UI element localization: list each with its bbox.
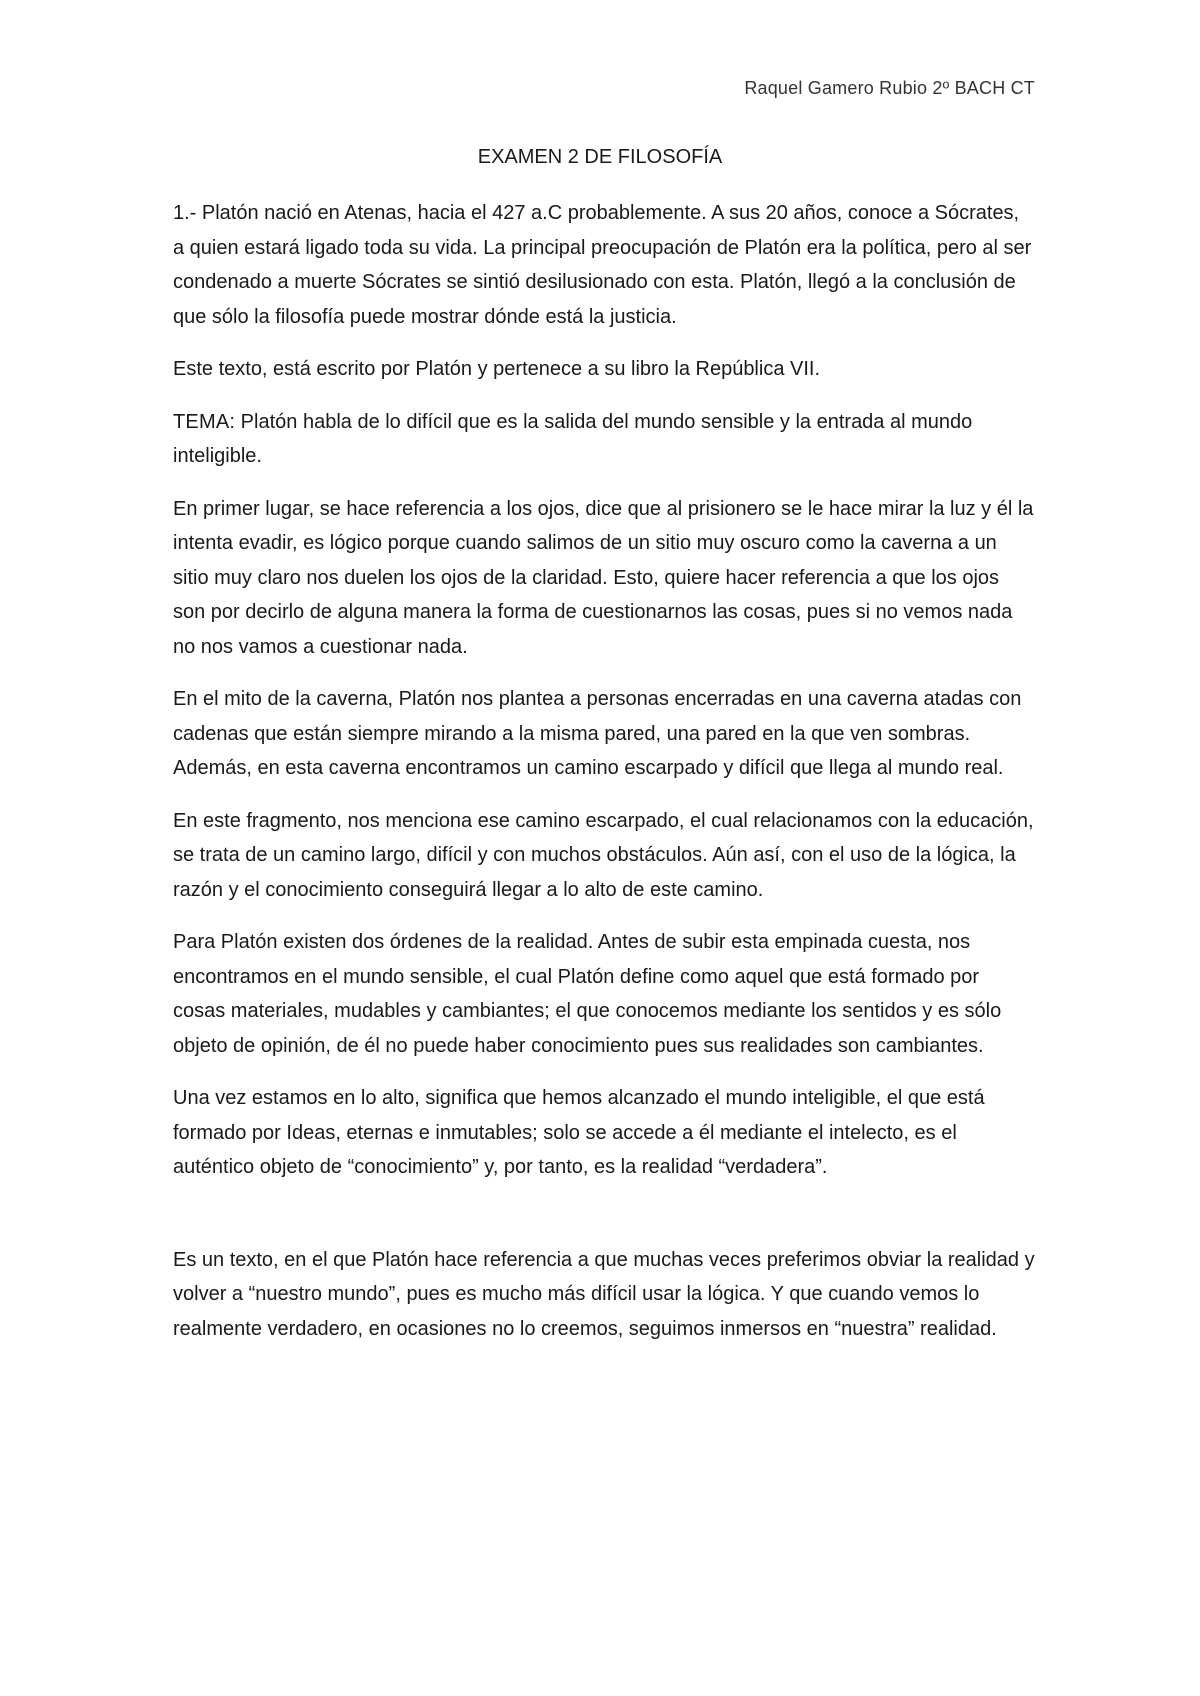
paragraph-sensible-world: Para Platón existen dos órdenes de la realidad. Antes de subir esta empinada cuesta, nos encontramos en el mundo sensible, el cual Platón define como aquel que está formado por cosas materiales, mudables y cambiantes; el que conocemos mediante los sentidos y es sólo objeto de opinión, de él no puede haber conocimiento pues sus realidades son cambiantes. bbox=[173, 931, 1002, 1057]
paragraph-fragment: En este fragmento, nos menciona ese camino escarpado, el cual relacionamos con la educación, se trata de un camino largo, difícil y con muchos obstáculos. Aún así, con el uso de la lógica, la razón y el conocimiento conseguirá llegar a lo alto de este camino. bbox=[173, 809, 1034, 901]
paragraph-source: Este texto, está escrito por Platón y pertenece a su libro la República VII. bbox=[173, 358, 821, 380]
question-number: 1.- bbox=[173, 202, 197, 224]
paragraph-eyes: En primer lugar, se hace referencia a los ojos, dice que al prisionero se le hace mirar la luz y él la intenta evadir, es lógico porque cuando salimos de un sitio muy oscuro como la caverna a un sitio muy claro nos duelen los ojos de la claridad. Esto, quiere hacer referencia a que los ojos son por decirlo de alguna manera la forma de cuestionarnos las cosas, pues si no vemos nada no nos vamos a cuestionar nada. bbox=[173, 497, 1034, 658]
paragraph-theme bbox=[173, 405, 1035, 474]
paragraph-text: Platón habla de lo difícil que es la salida del mundo sensible y la entrada al mundo inteligible. bbox=[173, 410, 973, 467]
document-title: EXAMEN 2 DE FILOSOFÍA bbox=[477, 146, 723, 168]
paragraph-biography bbox=[173, 196, 1035, 334]
paragraph-conclusion: Es un texto, en el que Platón hace referencia a que muchas veces preferimos obviar la realidad y volver a “nuestro mundo”, pues es mucho más difícil usar la lógica. Y que cuando vemos lo realmente verdadero, en ocasiones no lo creemos, seguimos inmersos en “nuestra” realidad. bbox=[173, 1248, 1035, 1340]
author-header: Raquel Gamero Rubio 2º BACH CT bbox=[744, 78, 1035, 98]
paragraph-text: Platón nació en Atenas, hacia el 427 a.C probablemente. A sus 20 años, conoce a Sócrates, a quien estará ligado toda su vida. La principal preocupación de Platón era la política, pero al ser condenado a muerte Sócrates se sintió desilusionado con esta. Platón, llegó a la conclusión de que sólo la filosofía puede mostrar dónde está la justicia. bbox=[173, 202, 1032, 328]
paragraph-intelligible-world: Una vez estamos en lo alto, significa que hemos alcanzado el mundo inteligible, el que está formado por Ideas, eternas e inmutables; solo se accede a él mediante el intelecto, es el auténtico objeto de “conocimiento” y, por tanto, es la realidad “verdadera”. bbox=[173, 1087, 985, 1178]
paragraph-cave-myth: En el mito de la caverna, Platón nos plantea a personas encerradas en una caverna atadas con cadenas que están siempre mirando a la misma pared, una pared en la que ven sombras. Además, en esta caverna encontramos un camino escarpado y difícil que llega al mundo real. bbox=[173, 688, 1022, 779]
document-body bbox=[173, 196, 1035, 1364]
theme-label: TEMA: bbox=[173, 410, 236, 433]
